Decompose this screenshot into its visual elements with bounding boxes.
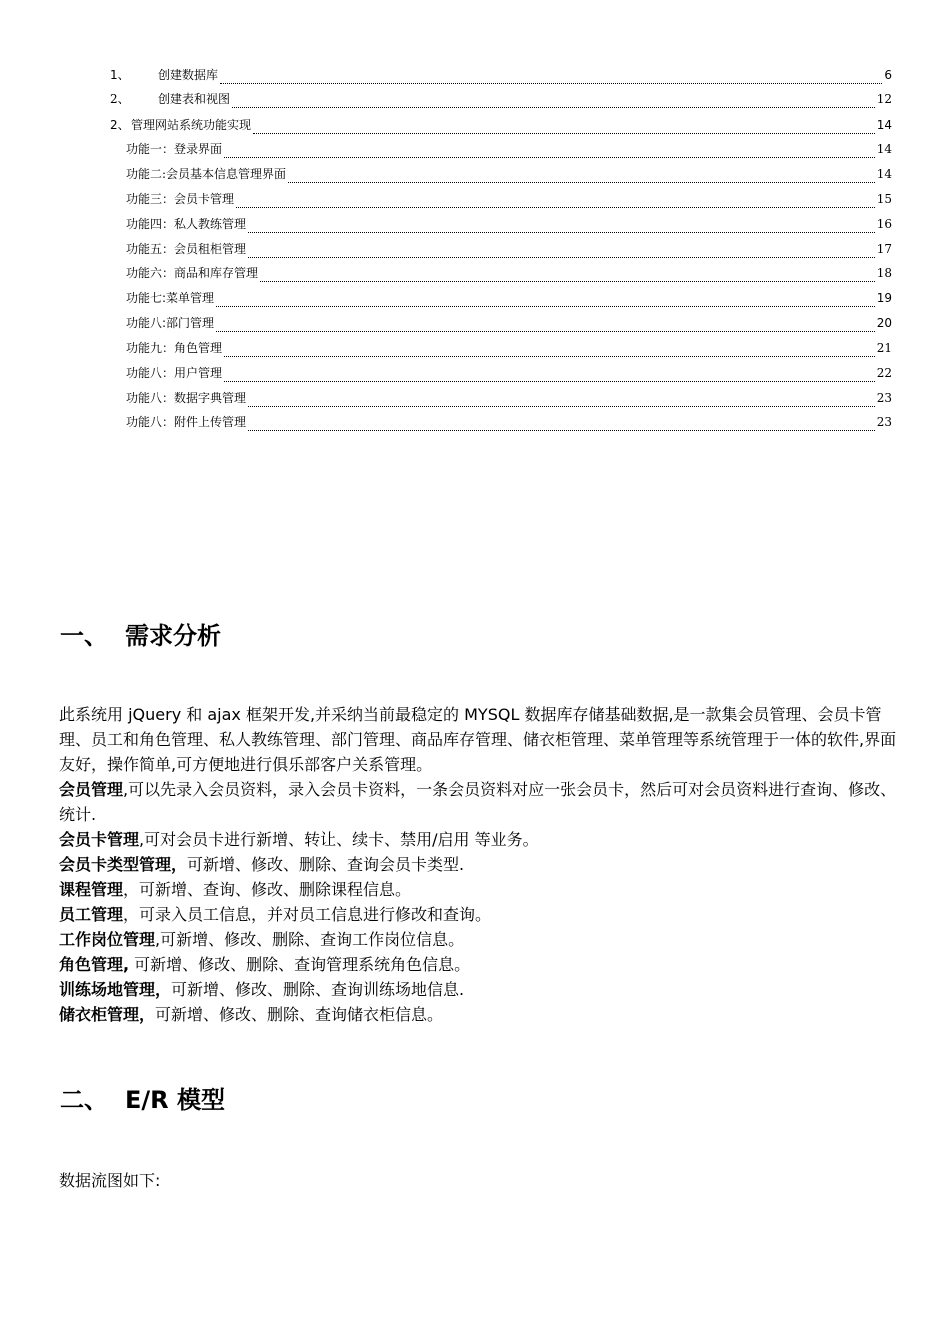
toc-entry-page: 21: [876, 341, 892, 355]
toc-entry-title: 功能七:菜单管理: [126, 291, 215, 305]
toc-entry[interactable]: [126, 290, 892, 306]
toc-leader-dots: [224, 346, 875, 357]
toc-entry-title: 功能九：角色管理: [126, 341, 223, 355]
toc-entry-page: 14: [876, 142, 892, 156]
toc-entry[interactable]: [126, 166, 892, 182]
feature-paragraph: [59, 827, 899, 852]
requirements-body: [59, 702, 899, 1027]
feature-paragraph: [59, 1002, 899, 1027]
feature-label: 员工管理: [59, 905, 124, 924]
toc-entry-title: 功能二:会员基本信息管理界面: [126, 167, 287, 181]
toc-leader-dots: [260, 271, 875, 282]
section-title: 需求分析: [125, 622, 221, 650]
section-heading: [60, 1080, 225, 1115]
feature-text: 可新增、修改、删除、查询会员卡类型.: [187, 855, 465, 874]
section-title: E/R 模型: [125, 1086, 225, 1114]
feature-paragraph: [59, 777, 899, 827]
toc-entry-page: 23: [876, 391, 892, 405]
toc-leader-dots: [236, 197, 875, 208]
toc-entry-page: 18: [876, 266, 892, 280]
toc-entry[interactable]: [126, 141, 892, 157]
toc-entry-page: 19: [876, 291, 892, 305]
feature-label: 工作岗位管理: [59, 930, 156, 949]
toc-leader-dots: [220, 73, 882, 84]
toc-entry-page: 20: [876, 316, 892, 330]
toc-entry-title: 创建表和视图: [158, 92, 231, 106]
toc-leader-dots: [232, 97, 875, 108]
toc-entry-title: 功能八：用户管理: [126, 366, 223, 380]
feature-paragraph: [59, 927, 899, 952]
toc-entry-number: 1、: [110, 68, 130, 82]
toc-entry-title: 功能一：登录界面: [126, 142, 223, 156]
toc-entry-title: 功能八：附件上传管理: [126, 415, 247, 429]
toc-leader-dots: [288, 172, 875, 183]
feature-label: 会员卡类型管理，: [59, 855, 188, 874]
section-number: 二、: [60, 1086, 108, 1114]
feature-paragraph: [59, 852, 899, 877]
toc-entry-page: 17: [876, 242, 892, 256]
toc-leader-dots: [224, 147, 875, 158]
feature-label: 会员管理: [59, 780, 124, 799]
toc-leader-dots: [216, 321, 875, 332]
feature-text: ,可以先录入会员资料，录入会员卡资料，一条会员资料对应一张会员卡，然后可对会员资料进行查询、修改、统计.: [59, 780, 897, 824]
feature-text: ,可新增、修改、删除、查询工作岗位信息。: [155, 930, 465, 949]
toc-entry-page: 12: [876, 92, 892, 106]
toc-leader-dots: [248, 420, 875, 431]
toc-entry[interactable]: [110, 91, 892, 107]
feature-text: 可新增、修改、删除、查询训练场地信息.: [171, 980, 465, 999]
toc-entry-page: 23: [876, 415, 892, 429]
toc-entry[interactable]: [110, 117, 892, 133]
feature-paragraph: [59, 877, 899, 902]
feature-text: 可新增、修改、删除、查询管理系统角色信息。: [129, 955, 471, 974]
toc-entry-title: 功能六：商品和库存管理: [126, 266, 259, 280]
diagram-caption: 数据流图如下:: [59, 1171, 161, 1190]
toc-entry-title: 管理网站系统功能实现: [131, 118, 252, 132]
feature-text: 可新增、修改、删除、查询储衣柜信息。: [155, 1005, 444, 1024]
toc-entry[interactable]: [126, 216, 892, 232]
intro-paragraph: 此系统用 jQuery 和 ajax 框架开发,并采纳当前最稳定的 MYSQL 数据库存储基础数据,是一款集会员管理、会员卡管理、员工和角色管理、私人教练管理、部门管理、商品库存管理、储衣柜管理、菜单管理等系统管理于一体的软件,界面友好，操作简单,可方便地进行俱乐部客户关系管理。: [59, 705, 897, 774]
toc-leader-dots: [253, 123, 875, 134]
toc-entry[interactable]: [126, 365, 892, 381]
toc-entry[interactable]: [126, 315, 892, 331]
toc-entry-number: 2、: [110, 118, 130, 132]
section-number: 一、: [60, 622, 108, 650]
toc-entry[interactable]: [126, 191, 892, 207]
toc-entry[interactable]: [126, 414, 892, 430]
feature-text: ,可对会员卡进行新增、转让、续卡、禁用/启用 等业务。: [139, 830, 539, 849]
toc-entry-page: 14: [876, 118, 892, 132]
feature-paragraph: [59, 977, 899, 1002]
feature-label: 角色管理,: [59, 955, 130, 974]
toc-leader-dots: [248, 222, 875, 233]
feature-label: 课程管理: [59, 880, 124, 899]
toc-entry-title: 功能四：私人教练管理: [126, 217, 247, 231]
feature-label: 储衣柜管理，: [59, 1005, 156, 1024]
section-heading: [60, 616, 221, 651]
toc-entry-page: 16: [876, 217, 892, 231]
toc-entry[interactable]: [126, 390, 892, 406]
toc-entry-number: 2、: [110, 92, 130, 106]
toc-entry[interactable]: [126, 340, 892, 356]
toc-entry-page: 14: [876, 167, 892, 181]
toc-leader-dots: [248, 247, 875, 258]
toc-entry-title: 创建数据库: [158, 68, 219, 82]
toc-entry[interactable]: [126, 265, 892, 281]
feature-label: 会员卡管理: [59, 830, 140, 849]
toc-entry-page: 15: [876, 192, 892, 206]
toc-leader-dots: [224, 371, 875, 382]
feature-label: 训练场地管理，: [59, 980, 172, 999]
toc-entry-page: 6: [884, 68, 892, 82]
toc-entry[interactable]: [126, 241, 892, 257]
toc-entry[interactable]: [110, 67, 892, 83]
feature-paragraph: [59, 952, 899, 977]
feature-text: ，可新增、查询、修改、删除课程信息。: [123, 880, 412, 899]
toc-entry-title: 功能八：数据字典管理: [126, 391, 247, 405]
toc-leader-dots: [216, 296, 875, 307]
feature-paragraph: [59, 902, 899, 927]
toc-entry-title: 功能三：会员卡管理: [126, 192, 235, 206]
toc-leader-dots: [248, 396, 875, 407]
toc-entry-title: 功能八:部门管理: [126, 316, 215, 330]
toc-entry-page: 22: [876, 366, 892, 380]
toc-entry-title: 功能五：会员租柜管理: [126, 242, 247, 256]
feature-text: ，可录入员工信息，并对员工信息进行修改和查询。: [123, 905, 492, 924]
